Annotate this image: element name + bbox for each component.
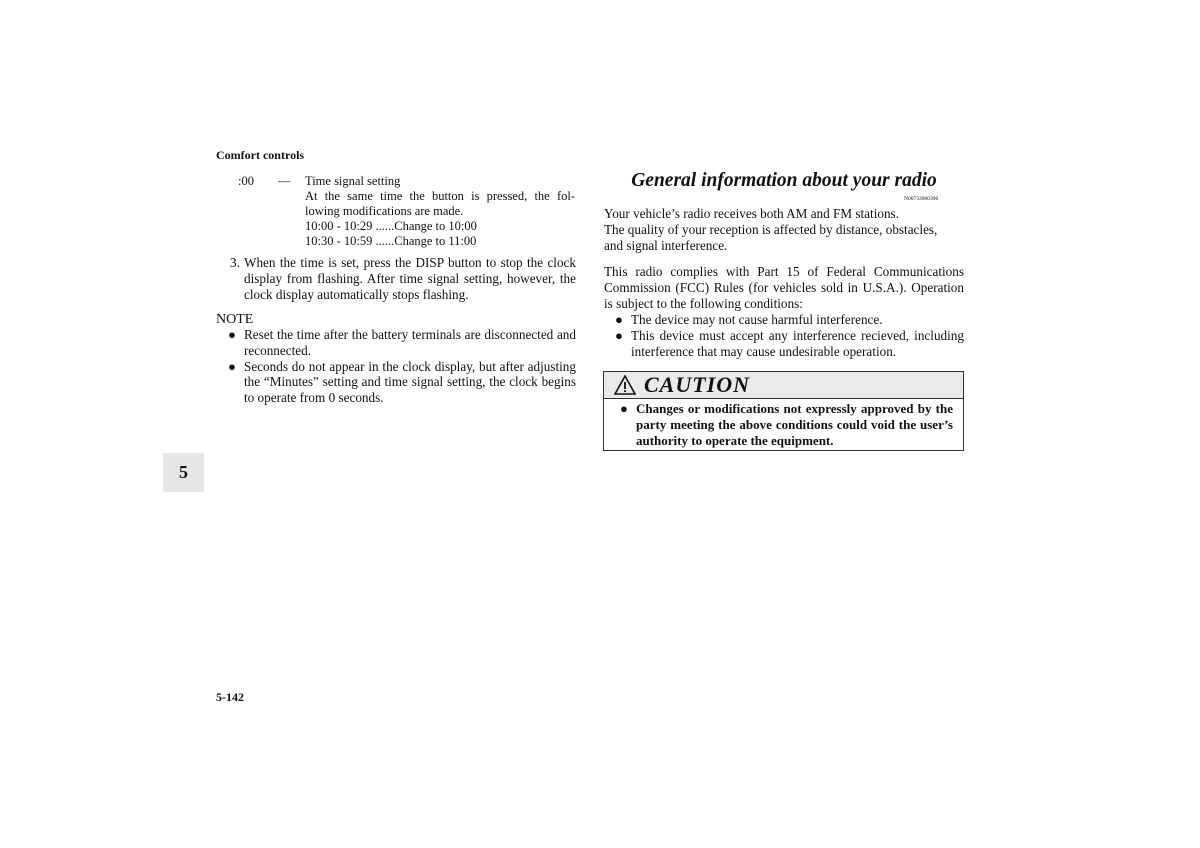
time-signal-line: 10:30 - 10:59 ......Change to 11:00 (305, 234, 477, 248)
caution-box (603, 371, 964, 451)
caution-title: CAUTION (644, 372, 751, 397)
reference-code: N00733900396 (904, 196, 939, 202)
bullet-icon: ● (615, 327, 623, 343)
list-item (228, 327, 576, 359)
section-title: General information about your radio (631, 170, 937, 191)
paragraph-line: Your vehicle’s radio receives both AM and FM stations. (604, 206, 899, 221)
fcc-paragraph: This radio complies with Part 15 of Federal Communications Commission (FCC) Rules (for vehicles sold in U.S.A.). Operation is subject to the following conditions: (604, 264, 964, 311)
paragraph-line: The quality of your reception is affected by distance, obstacles, (604, 221, 938, 237)
section-header: Comfort controls (216, 148, 305, 162)
time-signal-line: Time signal setting (305, 174, 401, 188)
caution-text: Changes or modifications not expressly approved by the party meeting the above conditions could void the user’s authority to operate the equipment. (636, 401, 953, 448)
condition-text: This device must accept any interference recieved, including interference that may cause undesirable operation. (631, 327, 964, 359)
page-number: 5-142 (216, 690, 244, 704)
list-item (228, 359, 576, 406)
warning-triangle-icon (614, 375, 636, 395)
chapter-tab: 5 (163, 453, 204, 492)
time-signal-line: 10:00 - 10:29 ......Change to 10:00 (305, 219, 477, 233)
note-item-text: Seconds do not appear in the clock display, but after adjusting the “Minutes” setting and time signal setting, the clock begins to operate from 0 seconds. (244, 358, 576, 406)
step-number: 3. (230, 255, 240, 270)
paragraph-line: and signal interference. (604, 237, 728, 253)
note-label: NOTE (216, 312, 254, 327)
caution-header (604, 372, 963, 399)
note-list (228, 327, 576, 406)
bullet-icon: ● (620, 401, 628, 416)
conditions-list (615, 312, 964, 359)
time-signal-line: lowing modifications are made. (305, 204, 464, 218)
list-item (615, 312, 964, 328)
time-signal-line: At the same time the button is pressed, the fol- (305, 189, 575, 203)
bullet-icon: ● (228, 327, 236, 342)
time-signal-key: :00 (238, 174, 254, 188)
condition-text: The device may not cause harmful interference. (631, 312, 883, 327)
step-text: When the time is set, press the DISP button to stop the clock display from flashing. After time signal setting, however, the clock display automatically stops flashing. (244, 255, 576, 302)
time-signal-description (305, 174, 575, 249)
bullet-icon: ● (615, 312, 623, 327)
caution-body (604, 399, 963, 448)
reception-paragraph (604, 206, 964, 253)
step-3 (230, 255, 576, 302)
bullet-icon: ● (228, 358, 236, 374)
time-signal-dash: — (278, 174, 291, 188)
note-item-text: Reset the time after the battery terminals are disconnected and reconnected. (244, 327, 576, 358)
list-item (615, 328, 964, 360)
